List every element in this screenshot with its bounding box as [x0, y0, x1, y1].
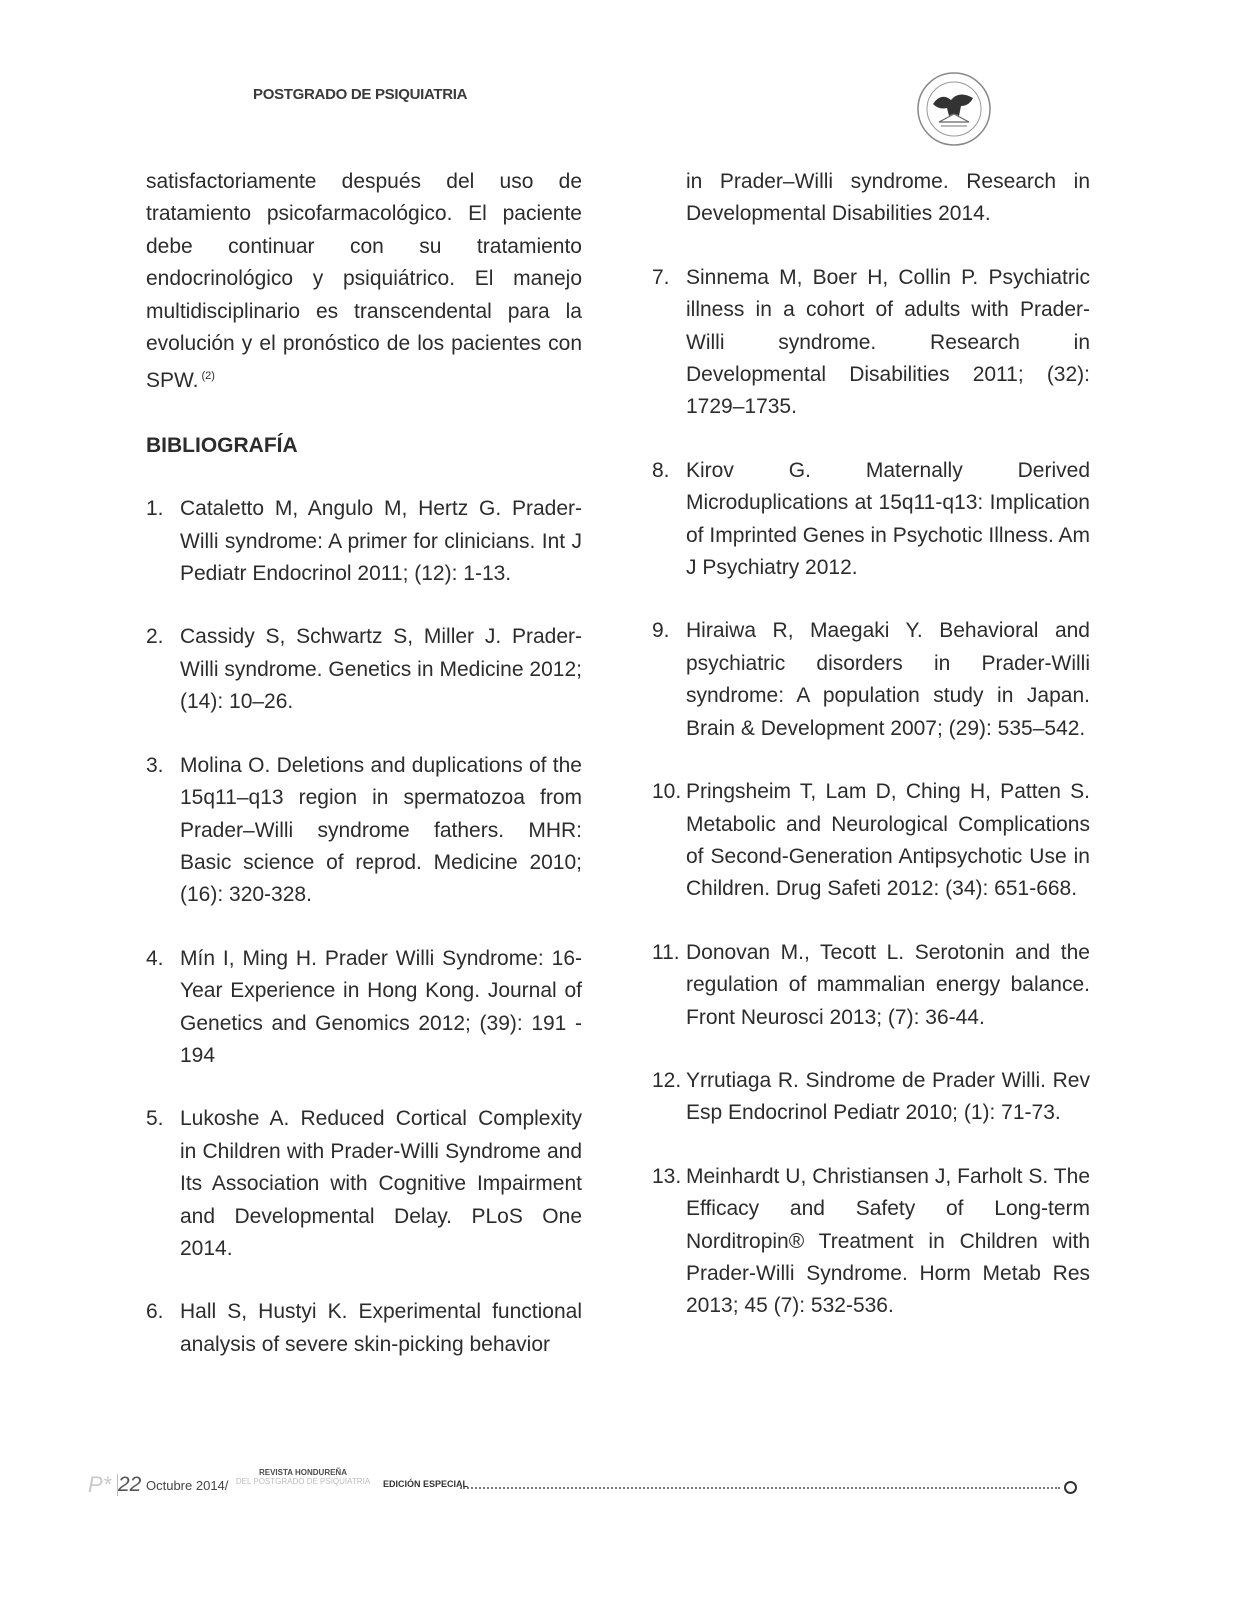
- reference-number: 13.: [652, 1164, 682, 1188]
- reference-text: Kirov G. Maternally Derived Microduplications at 15q11-q13: Implication of Imprinted Genes in Psychotic Illness. Am J Psychiatry 2012.: [686, 458, 1090, 580]
- reference-number: 2.: [146, 625, 164, 649]
- reference-text: Cassidy S, Schwartz S, Miller J. Prader-Willi syndrome. Genetics in Medicine 2012; (14): 10–26.: [180, 625, 582, 714]
- intro-paragraph: [146, 166, 582, 398]
- reference-number: 9.: [652, 619, 670, 643]
- intro-text: satisfactoriamente después del uso de tratamiento psicofarmacológico. El paciente debe continuar con su tratamiento endocrinológico y psiquiátrico. El manejo multidisciplinario es transcendental para la evolución y el pronóstico de los pacientes con SPW.: [146, 170, 582, 393]
- reference-number: 1.: [146, 497, 164, 521]
- reference-number: 11.: [652, 940, 680, 964]
- reference-6-continuation: [652, 166, 1090, 231]
- bibliography-heading: BIBLIOGRAFÍA: [146, 433, 298, 457]
- reference-number: 10.: [652, 780, 682, 804]
- reference-number: 3.: [146, 753, 164, 777]
- left-column: [146, 166, 582, 1392]
- reference-item: [652, 455, 1090, 585]
- reference-number: 8.: [652, 458, 670, 482]
- journal-line-1: REVISTA HONDUREÑA: [258, 1468, 347, 1477]
- page-number: 22: [118, 1473, 142, 1496]
- reference-item: [652, 937, 1090, 1034]
- footer-logo-mark: P*: [88, 1472, 112, 1497]
- reference-text: Pringsheim T, Lam D, Ching H, Patten S. Metabolic and Neurological Complications of Second-Generation Antipsychotic Use in Children. Drug Safeti 2012: (34): 651-668.: [686, 780, 1090, 901]
- journal-line-2: DEL POSTGRADO DE PSIQUIATRIA: [235, 1477, 371, 1486]
- reference-item: [146, 1296, 582, 1361]
- footer-circle-icon: [1064, 1481, 1077, 1494]
- reference-list-left: [146, 493, 582, 1361]
- reference-item: [146, 493, 582, 590]
- postgraduate-seal-logo: [915, 70, 993, 148]
- footer-edition: EDICIÓN ESPECIAL: [383, 1479, 469, 1489]
- footer-date: Octubre 2014/: [146, 1478, 229, 1493]
- reference-list-right: [652, 262, 1090, 1323]
- right-column: [652, 166, 1090, 1354]
- reference-text: Donovan M., Tecott L. Serotonin and the regulation of mammalian energy balance. Front Neurosci 2013; (7): 36-44.: [686, 940, 1090, 1029]
- reference-item: [652, 1065, 1090, 1130]
- footer-dotted-rule: [460, 1487, 1060, 1489]
- reference-text: Mín I, Ming H. Prader Willi Syndrome: 16-Year Experience in Hong Kong. Journal of Genetics and Genomics 2012; (39): 191 - 194: [180, 946, 582, 1067]
- reference-item: [146, 750, 582, 912]
- page-footer: [88, 1468, 1082, 1498]
- reference-number: 5.: [146, 1107, 164, 1131]
- reference-text: Lukoshe A. Reduced Cortical Complexity in Children with Prader-Willi Syndrome and Its Association with Cognitive Impairment and Developmental Delay. PLoS One 2014.: [180, 1107, 582, 1260]
- reference-item: [652, 615, 1090, 745]
- reference-text: Meinhardt U, Christiansen J, Farholt S. The Efficacy and Safety of Long-term Norditropin® Treatment in Children with Prader-Willi Syndrome. Horm Metab Res 2013; 45 (7): 532-536.: [686, 1164, 1090, 1318]
- reference-item: [652, 262, 1090, 424]
- reference-item: [146, 621, 582, 718]
- reference-text: Sinnema M, Boer H, Collin P. Psychiatric illness in a cohort of adults with Prader-Willi syndrome. Research in Developmental Disabilities 2011; (32): 1729–1735.: [686, 265, 1090, 419]
- reference-text: Hall S, Hustyi K. Experimental functional analysis of severe skin-picking behavior: [180, 1300, 582, 1356]
- reference-item: [652, 1161, 1090, 1323]
- reference-text: Hiraiwa R, Maegaki Y. Behavioral and psychiatric disorders in Prader-Willi syndrome: A population study in Japan. Brain & Development 2007; (29): 535–542.: [686, 619, 1090, 740]
- reference-text: Cataletto M, Angulo M, Hertz G. Prader-Willi syndrome: A primer for clinicians. Int J Pediatr Endocrinol 2011; (12): 1-13.: [180, 497, 582, 586]
- footer-journal-name: [228, 1468, 378, 1486]
- reference-text: Yrrutiaga R. Sindrome de Prader Willi. Rev Esp Endocrinol Pediatr 2010; (1): 71-73.: [686, 1068, 1090, 1125]
- intro-citation: (2): [201, 370, 215, 383]
- reference-number: 4.: [146, 946, 164, 970]
- reference-item: [146, 1103, 582, 1265]
- reference-text: in Prader–Willi syndrome. Research in Developmental Disabilities 2014.: [686, 170, 1090, 226]
- reference-text: Molina O. Deletions and duplications of the 15q11–q13 region in spermatozoa from Prader–Willi syndrome fathers. MHR: Basic science of reprod. Medicine 2010; (16): 320-328.: [180, 753, 582, 907]
- reference-item: [652, 776, 1090, 906]
- reference-item: [146, 943, 582, 1073]
- reference-number: 7.: [652, 265, 670, 289]
- reference-number: 12.: [652, 1068, 682, 1092]
- reference-number: 6.: [146, 1300, 164, 1324]
- running-header-title: POSTGRADO DE PSIQUIATRIA: [253, 86, 468, 103]
